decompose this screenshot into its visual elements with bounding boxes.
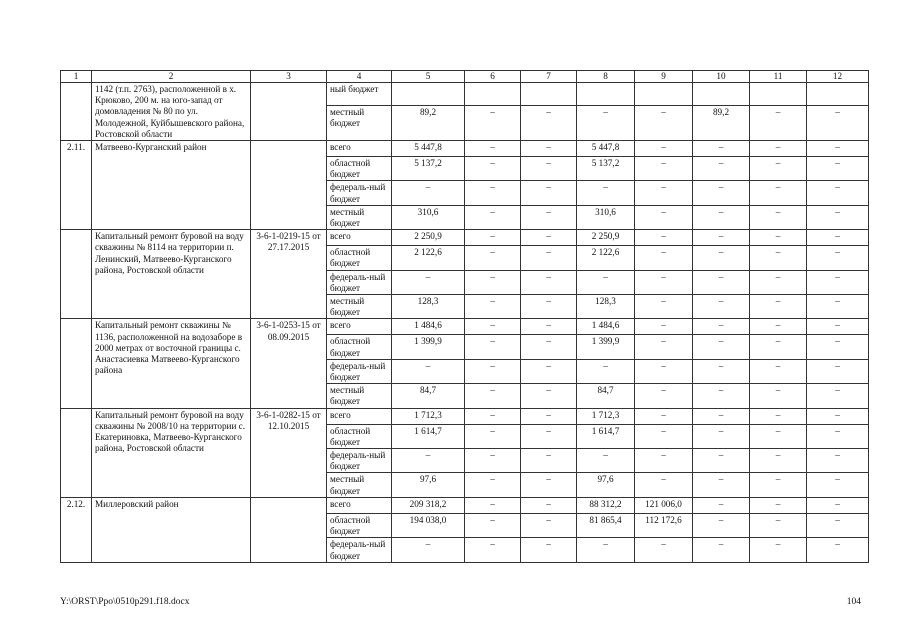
value-cell: 1 712,3: [577, 408, 635, 424]
value-cell: [577, 83, 635, 106]
header-cell: 3: [251, 71, 327, 83]
value-cell: –: [807, 105, 869, 140]
value-cell: 1 614,7: [577, 424, 635, 448]
value-cell: –: [465, 270, 521, 294]
value-cell: –: [521, 408, 577, 424]
value-cell: –: [635, 408, 693, 424]
value-cell: –: [750, 141, 807, 157]
value-cell: –: [750, 408, 807, 424]
value-cell: 84,7: [392, 384, 465, 408]
header-cell: 5: [392, 71, 465, 83]
value-cell: –: [807, 246, 869, 270]
budget-type: местный бюджет: [327, 473, 392, 497]
value-cell: –: [693, 157, 750, 181]
value-cell: –: [521, 319, 577, 335]
value-cell: –: [750, 497, 807, 513]
budget-type: федераль-ный бюджет: [327, 359, 392, 383]
header-row: [61, 71, 869, 83]
value-cell: 2 122,6: [392, 246, 465, 270]
value-cell: –: [465, 181, 521, 205]
value-cell: 5 137,2: [392, 157, 465, 181]
document-number: [251, 497, 327, 562]
value-cell: –: [750, 538, 807, 562]
header-cell: 10: [693, 71, 750, 83]
value-cell: –: [635, 205, 693, 229]
table-row: [61, 408, 869, 424]
item-name: Капитальный ремонт буровой на воду скважины № 2008/10 на территории с. Екатериновка, Матвеево-Курганского района, Ростовской области: [92, 408, 251, 497]
value-cell: –: [750, 246, 807, 270]
value-cell: 97,6: [577, 473, 635, 497]
item-number: 2.12.: [61, 497, 92, 562]
header-cell: 2: [92, 71, 251, 83]
value-cell: –: [521, 384, 577, 408]
value-cell: –: [807, 205, 869, 229]
budget-type: местный бюджет: [327, 205, 392, 229]
value-cell: –: [807, 141, 869, 157]
table-row: [61, 230, 869, 246]
budget-type: федераль-ный бюджет: [327, 270, 392, 294]
page-number: 104: [846, 597, 861, 607]
budget-type: федераль-ный бюджет: [327, 538, 392, 562]
budget-type: областной бюджет: [327, 424, 392, 448]
value-cell: [750, 83, 807, 106]
item-name: Капитальный ремонт буровой на воду скважины № 8114 на территории п. Ленинский, Матвеево-Курганского района, Ростовской области: [92, 230, 251, 319]
value-cell: –: [807, 230, 869, 246]
value-cell: 1 399,9: [577, 335, 635, 359]
value-cell: –: [693, 408, 750, 424]
budget-type: областной бюджет: [327, 246, 392, 270]
value-cell: –: [693, 335, 750, 359]
value-cell: –: [521, 141, 577, 157]
value-cell: –: [577, 270, 635, 294]
value-cell: –: [521, 205, 577, 229]
value-cell: 97,6: [392, 473, 465, 497]
document-number: [251, 141, 327, 230]
value-cell: –: [635, 230, 693, 246]
header-cell: 11: [750, 71, 807, 83]
value-cell: 89,2: [392, 105, 465, 140]
value-cell: –: [635, 449, 693, 473]
value-cell: –: [465, 497, 521, 513]
value-cell: 310,6: [577, 205, 635, 229]
value-cell: 84,7: [577, 384, 635, 408]
value-cell: 112 172,6: [635, 513, 693, 537]
item-number: 2.11.: [61, 141, 92, 230]
value-cell: [635, 83, 693, 106]
value-cell: 1 614,7: [392, 424, 465, 448]
table-row: [61, 319, 869, 335]
value-cell: –: [693, 359, 750, 383]
item-name: Миллеровский район: [92, 497, 251, 562]
value-cell: –: [521, 359, 577, 383]
item-number: [61, 83, 92, 141]
value-cell: –: [635, 424, 693, 448]
value-cell: –: [807, 473, 869, 497]
value-cell: –: [635, 384, 693, 408]
item-number: [61, 408, 92, 497]
item-number: [61, 230, 92, 319]
value-cell: –: [807, 449, 869, 473]
value-cell: –: [521, 157, 577, 181]
value-cell: 194 038,0: [392, 513, 465, 537]
value-cell: –: [392, 359, 465, 383]
value-cell: –: [750, 270, 807, 294]
value-cell: 128,3: [577, 295, 635, 319]
value-cell: –: [807, 497, 869, 513]
value-cell: –: [465, 319, 521, 335]
value-cell: –: [693, 141, 750, 157]
value-cell: –: [750, 295, 807, 319]
table-row: [61, 497, 869, 513]
value-cell: –: [750, 157, 807, 181]
value-cell: 5 137,2: [577, 157, 635, 181]
budget-type: всего: [327, 497, 392, 513]
value-cell: –: [693, 473, 750, 497]
value-cell: –: [807, 181, 869, 205]
value-cell: –: [577, 181, 635, 205]
value-cell: –: [750, 181, 807, 205]
value-cell: –: [577, 538, 635, 562]
item-number: [61, 319, 92, 408]
value-cell: –: [521, 105, 577, 140]
header-cell: 4: [327, 71, 392, 83]
value-cell: 81 865,4: [577, 513, 635, 537]
budget-type: всего: [327, 141, 392, 157]
value-cell: –: [521, 295, 577, 319]
value-cell: –: [750, 513, 807, 537]
value-cell: –: [693, 384, 750, 408]
value-cell: –: [693, 295, 750, 319]
value-cell: 88 312,2: [577, 497, 635, 513]
value-cell: –: [465, 141, 521, 157]
budget-type: местный бюджет: [327, 384, 392, 408]
budget-type: областной бюджет: [327, 157, 392, 181]
value-cell: –: [465, 105, 521, 140]
budget-type: всего: [327, 408, 392, 424]
value-cell: –: [465, 157, 521, 181]
budget-type: областной бюджет: [327, 335, 392, 359]
budget-type: всего: [327, 319, 392, 335]
value-cell: –: [577, 449, 635, 473]
value-cell: –: [635, 473, 693, 497]
table-row: [61, 83, 869, 106]
value-cell: –: [521, 181, 577, 205]
value-cell: 1 399,9: [392, 335, 465, 359]
value-cell: –: [635, 141, 693, 157]
value-cell: 5 447,8: [392, 141, 465, 157]
value-cell: –: [465, 384, 521, 408]
item-name: Матвеево-Курганский район: [92, 141, 251, 230]
value-cell: –: [635, 181, 693, 205]
value-cell: –: [750, 205, 807, 229]
value-cell: –: [807, 270, 869, 294]
value-cell: –: [693, 319, 750, 335]
value-cell: –: [807, 513, 869, 537]
value-cell: –: [693, 246, 750, 270]
value-cell: 2 250,9: [577, 230, 635, 246]
value-cell: –: [635, 246, 693, 270]
value-cell: –: [521, 538, 577, 562]
value-cell: [465, 83, 521, 106]
budget-table: [60, 70, 869, 563]
value-cell: –: [521, 449, 577, 473]
value-cell: 1 712,3: [392, 408, 465, 424]
value-cell: [392, 83, 465, 106]
value-cell: –: [693, 230, 750, 246]
document-number: 3-6-1-0219-15 от 27.17.2015: [251, 230, 327, 319]
value-cell: –: [807, 157, 869, 181]
value-cell: –: [807, 384, 869, 408]
item-name: Капитальный ремонт скважины № 1136, расположенной на водозаборе в 2000 метрах от восточной границы с. Анастасиевка Матвеево-Курганского района: [92, 319, 251, 408]
value-cell: –: [807, 335, 869, 359]
header-cell: 9: [635, 71, 693, 83]
value-cell: –: [521, 335, 577, 359]
value-cell: –: [693, 424, 750, 448]
value-cell: –: [807, 359, 869, 383]
value-cell: –: [521, 230, 577, 246]
value-cell: –: [465, 246, 521, 270]
value-cell: –: [750, 473, 807, 497]
value-cell: –: [465, 205, 521, 229]
value-cell: –: [635, 105, 693, 140]
table-row: [61, 141, 869, 157]
value-cell: –: [635, 157, 693, 181]
value-cell: –: [635, 319, 693, 335]
value-cell: –: [693, 449, 750, 473]
file-path: Y:\ORST\Ppo\0510p291.f18.docx: [60, 597, 190, 607]
header-cell: 12: [807, 71, 869, 83]
value-cell: –: [577, 105, 635, 140]
value-cell: 89,2: [693, 105, 750, 140]
header-cell: 7: [521, 71, 577, 83]
value-cell: –: [750, 424, 807, 448]
value-cell: 310,6: [392, 205, 465, 229]
value-cell: –: [465, 230, 521, 246]
value-cell: –: [750, 319, 807, 335]
value-cell: –: [392, 538, 465, 562]
budget-type: всего: [327, 230, 392, 246]
value-cell: 128,3: [392, 295, 465, 319]
value-cell: –: [635, 295, 693, 319]
header-cell: 1: [61, 71, 92, 83]
value-cell: –: [465, 295, 521, 319]
value-cell: –: [693, 181, 750, 205]
value-cell: –: [635, 538, 693, 562]
value-cell: –: [807, 424, 869, 448]
value-cell: [521, 83, 577, 106]
value-cell: –: [392, 270, 465, 294]
value-cell: [807, 83, 869, 106]
value-cell: –: [521, 497, 577, 513]
header-cell: 8: [577, 71, 635, 83]
document-number: 3-6-1-0282-15 от 12.10.2015: [251, 408, 327, 497]
value-cell: –: [750, 384, 807, 408]
value-cell: –: [521, 424, 577, 448]
value-cell: –: [521, 513, 577, 537]
budget-type: местный бюджет: [327, 105, 392, 140]
budget-type: ный бюджет: [327, 83, 392, 106]
budget-type: областной бюджет: [327, 513, 392, 537]
value-cell: –: [693, 513, 750, 537]
item-name: 1142 (т.п. 2763), расположенной в х. Крюково, 200 м. на юго-запад от домовладения № 80 по ул. Молодежной, Куйбышевского района, Ростовской области: [92, 83, 251, 141]
value-cell: –: [521, 270, 577, 294]
value-cell: –: [465, 538, 521, 562]
value-cell: –: [521, 246, 577, 270]
budget-type: федераль-ный бюджет: [327, 449, 392, 473]
value-cell: 2 122,6: [577, 246, 635, 270]
value-cell: 121 006,0: [635, 497, 693, 513]
value-cell: [693, 83, 750, 106]
value-cell: –: [392, 181, 465, 205]
value-cell: –: [750, 335, 807, 359]
value-cell: –: [750, 105, 807, 140]
value-cell: –: [465, 449, 521, 473]
value-cell: –: [807, 319, 869, 335]
value-cell: –: [693, 205, 750, 229]
value-cell: –: [807, 408, 869, 424]
value-cell: –: [635, 270, 693, 294]
value-cell: –: [750, 449, 807, 473]
value-cell: –: [693, 497, 750, 513]
value-cell: –: [392, 449, 465, 473]
value-cell: –: [465, 424, 521, 448]
value-cell: –: [750, 230, 807, 246]
document-number: [251, 83, 327, 141]
value-cell: 209 318,2: [392, 497, 465, 513]
value-cell: 1 484,6: [577, 319, 635, 335]
budget-type: местный бюджет: [327, 295, 392, 319]
value-cell: –: [693, 538, 750, 562]
value-cell: –: [465, 335, 521, 359]
value-cell: –: [807, 538, 869, 562]
header-cell: 6: [465, 71, 521, 83]
value-cell: –: [465, 513, 521, 537]
value-cell: 2 250,9: [392, 230, 465, 246]
value-cell: –: [465, 408, 521, 424]
value-cell: –: [635, 359, 693, 383]
budget-type: федераль-ный бюджет: [327, 181, 392, 205]
value-cell: –: [465, 359, 521, 383]
value-cell: –: [750, 359, 807, 383]
value-cell: –: [465, 473, 521, 497]
value-cell: –: [577, 359, 635, 383]
value-cell: –: [807, 295, 869, 319]
value-cell: –: [635, 335, 693, 359]
value-cell: 1 484,6: [392, 319, 465, 335]
value-cell: –: [521, 473, 577, 497]
value-cell: –: [693, 270, 750, 294]
document-number: 3-6-1-0253-15 от 08.09.2015: [251, 319, 327, 408]
value-cell: 5 447,8: [577, 141, 635, 157]
